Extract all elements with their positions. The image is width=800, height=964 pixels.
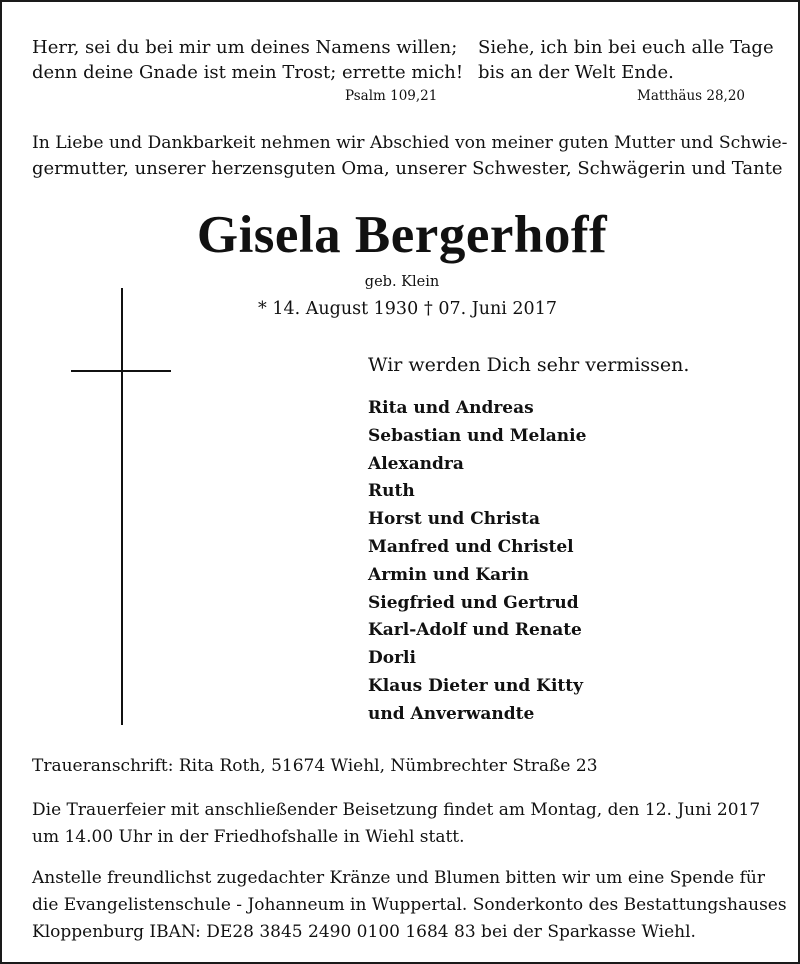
deceased-name: Gisela Bergerhoff — [196, 206, 608, 264]
mourner-name: Alexandra — [368, 453, 464, 474]
mourner-name: Armin und Karin — [368, 564, 529, 585]
verse-right-reference: Matthäus 28,20 — [637, 88, 746, 104]
mourner-name: Karl-Adolf und Renate — [368, 620, 582, 641]
mourner-name: Horst und Christa — [368, 509, 540, 530]
verse-right-line-2: bis an der Welt Ende. — [478, 62, 674, 83]
cross-icon — [121, 288, 123, 725]
verse-left-reference: Psalm 109,21 — [345, 88, 438, 104]
mourner-name: Klaus Dieter und Kitty — [368, 675, 583, 696]
ceremony-line-2: um 14.00 Uhr in der Friedhofshalle in Wiehl statt. — [32, 827, 465, 847]
ceremony-line-1: Die Trauerfeier mit anschließender Beisetzung findet am Montag, den 12. Juni 2017 — [32, 800, 761, 820]
verse-right-line-1: Siehe, ich bin bei euch alle Tage — [478, 37, 774, 58]
donation-line-3: Kloppenburg IBAN: DE28 3845 2490 0100 1684 83 bei der Sparkasse Wiehl. — [32, 922, 696, 942]
farewell-message: Wir werden Dich sehr vermissen. — [368, 354, 690, 376]
cross-bar — [71, 370, 171, 372]
intro-line-1: In Liebe und Dankbarkeit nehmen wir Abschied von meiner guten Mutter und Schwie- — [32, 133, 788, 153]
mourner-name: Ruth — [368, 481, 415, 502]
maiden-name: geb. Klein — [364, 274, 440, 290]
death-date: † 07. Juni 2017 — [424, 299, 557, 319]
mourner-list — [368, 395, 586, 729]
mourner-name: Siegfried und Gertrud — [368, 592, 579, 613]
mourner-name: Rita und Andreas — [368, 398, 534, 418]
donation-line-1: Anstelle freundlichst zugedachter Kränze und Blumen bitten wir um eine Spende für — [32, 868, 765, 888]
mourner-name: und Anverwandte — [368, 703, 535, 724]
intro-line-2: germutter, unserer herzensguten Oma, unserer Schwester, Schwägerin und Tante — [32, 158, 783, 179]
verse-left-line-2: denn deine Gnade ist mein Trost; errette mich! — [32, 62, 464, 83]
mourner-name: Sebastian und Melanie — [368, 425, 587, 446]
mourner-name: Manfred und Christel — [368, 536, 574, 557]
donation-line-2: die Evangelistenschule - Johanneum in Wuppertal. Sonderkonto des Bestattungshauses — [32, 895, 787, 915]
mourning-address: Traueranschrift: Rita Roth, 51674 Wiehl, Nümbrechter Straße 23 — [32, 756, 598, 776]
mourner-name: Dorli — [368, 648, 416, 669]
birth-date: * 14. August 1930 — [258, 299, 419, 319]
verse-left-line-1: Herr, sei du bei mir um deines Namens willen; — [32, 37, 458, 58]
